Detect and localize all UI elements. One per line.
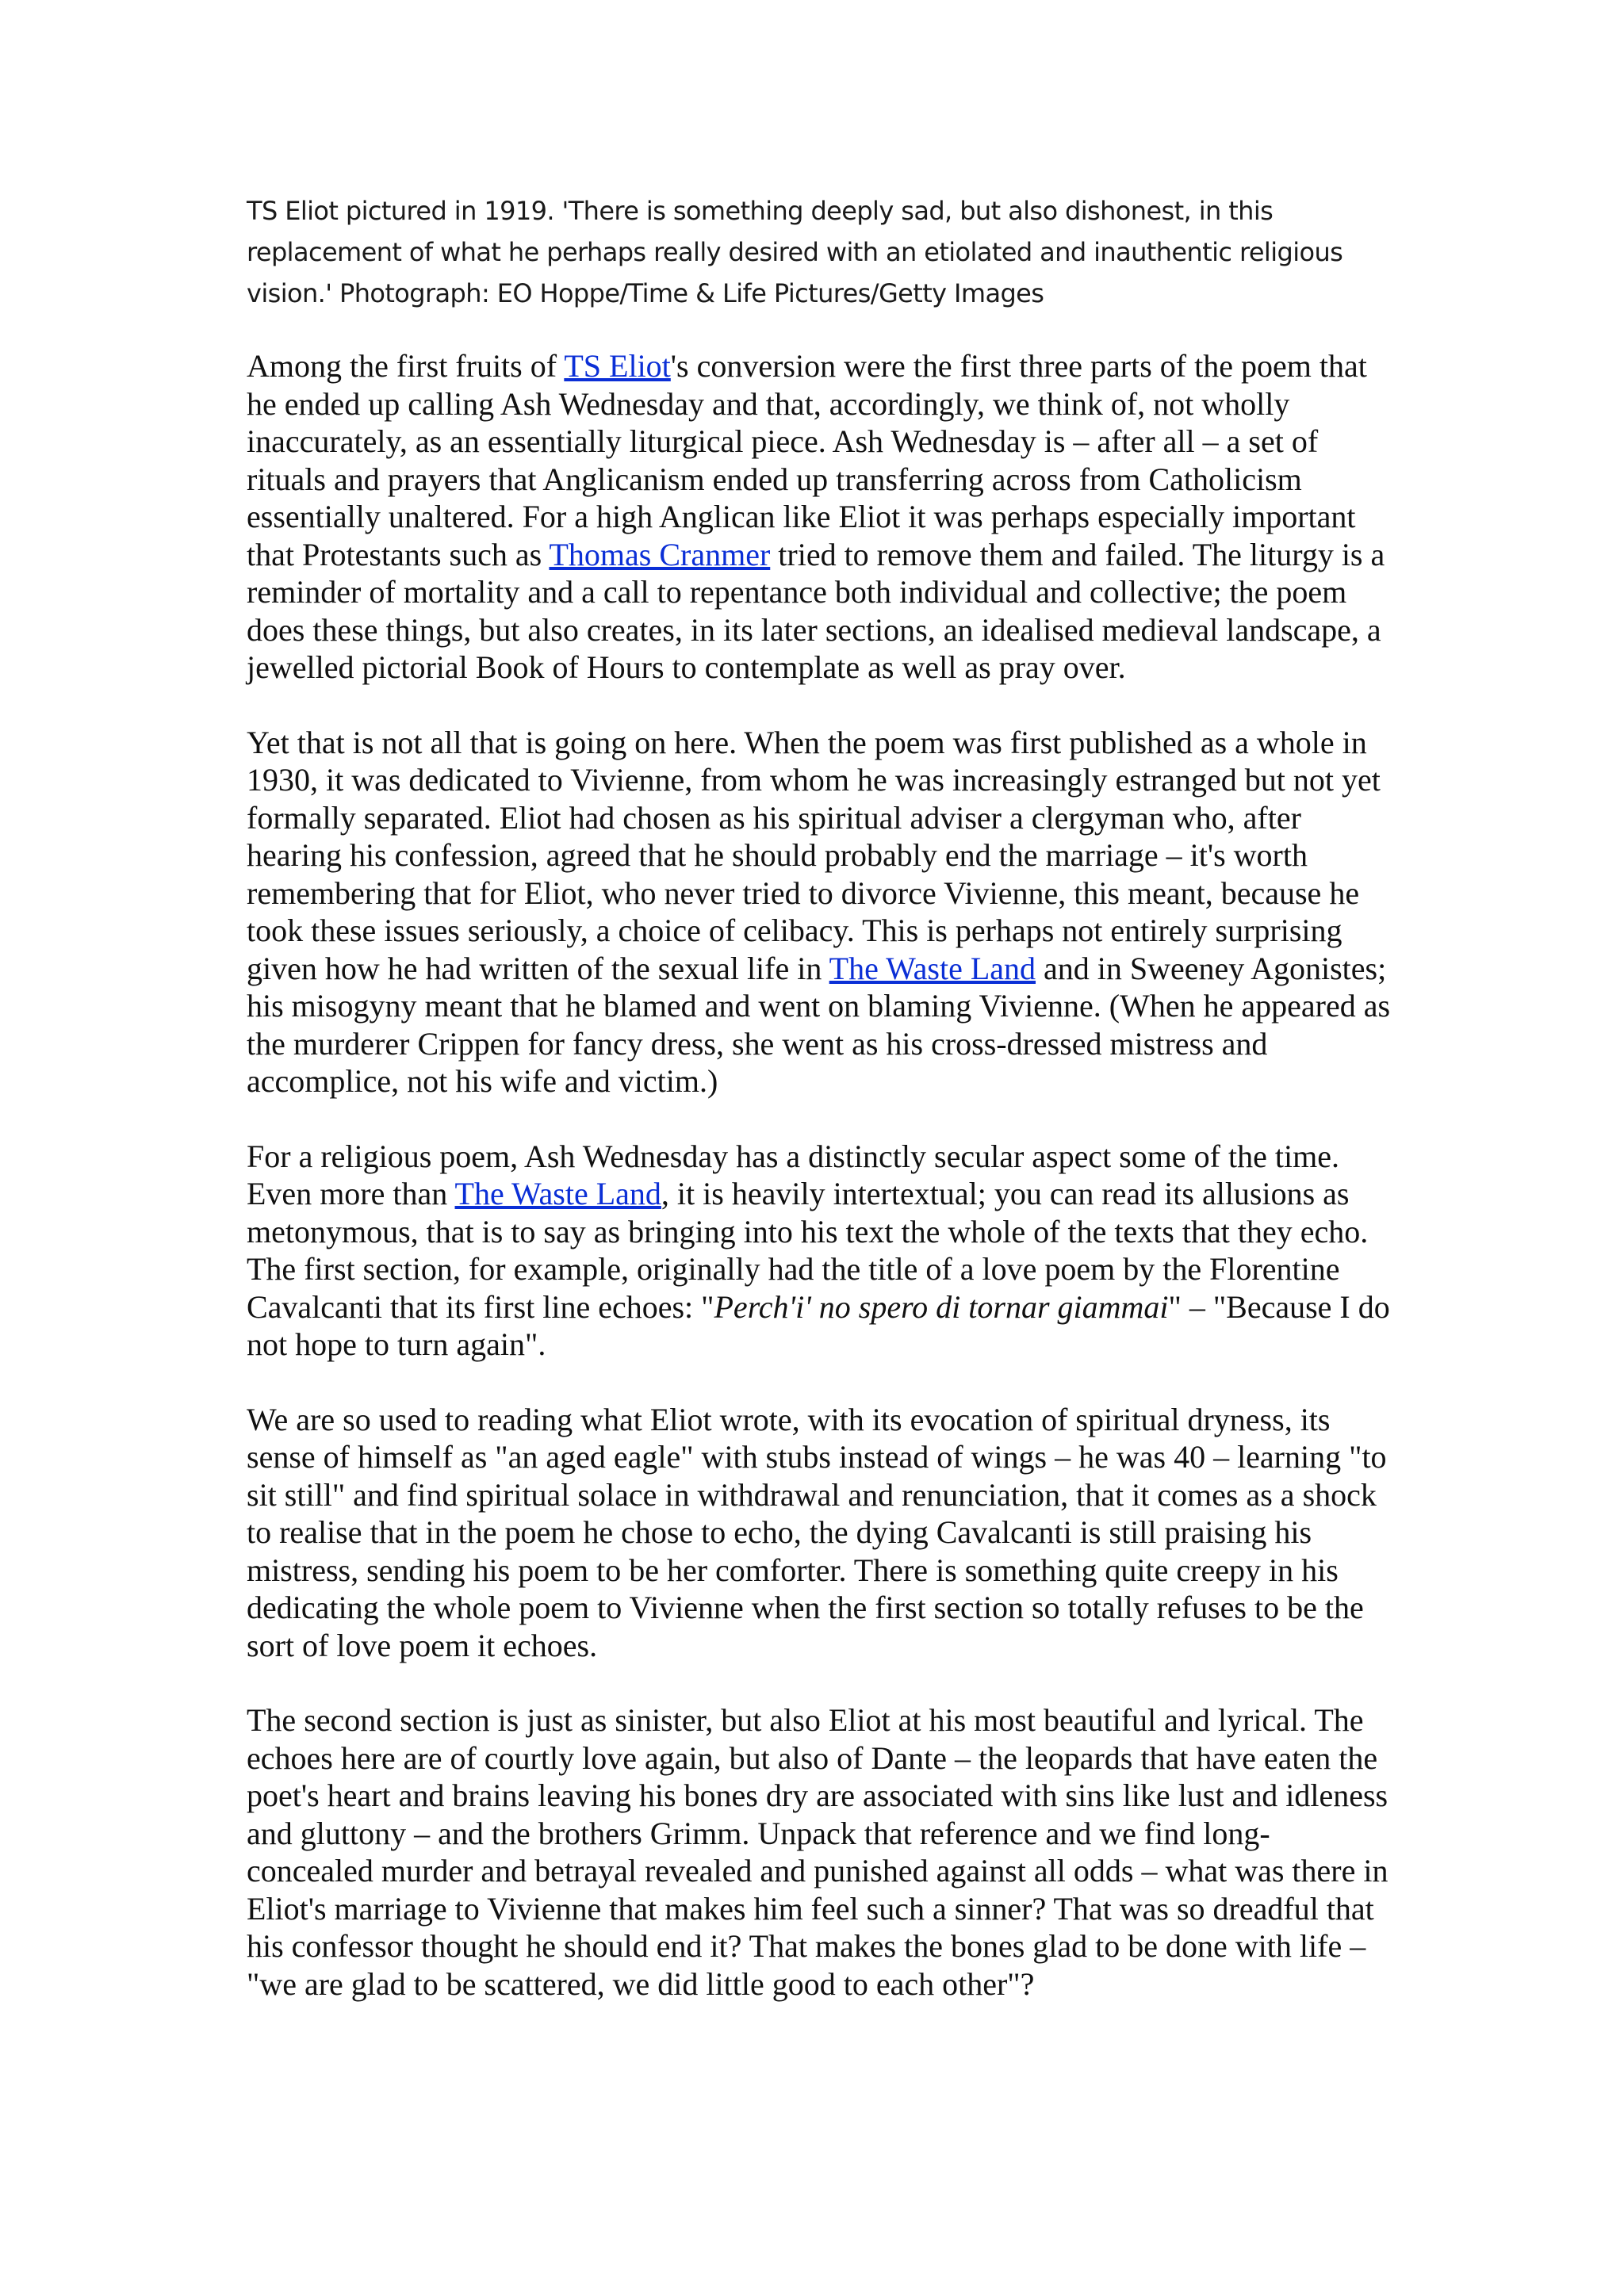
paragraph-2-text-a: Yet that is not all that is going on here. When the poem was first published as a whole in 1930, it was dedicated to Vivienne, from whom he was increasingly estranged but not yet formally separated. Eliot had chosen as his spiritual adviser a clergyman who, after hearing his confession, agreed that he should probably end the marriage – it's worth remembering that for Eliot, who never tried to divorce Vivienne, this meant, because he took these issues seriously, a choice of celibacy. This is perhaps not entirely surprising given how he had written of the sexual life in: [247, 724, 1381, 986]
paragraph-4: We are so used to reading what Eliot wrote, with its evocation of spiritual dryness, its sense of himself as "an aged eagle" with stubs instead of wings – he was 40 – learning "to sit still" and find spiritual solace in withdrawal and renunciation, that it comes as a shock to realise that in the poem he chose to echo, the dying Cavalcanti is still praising his mistress, sending his poem to be her comforter. There is something quite creepy in his dedicating the whole poem to Vivienne when the first section so totally refuses to be the sort of love poem it echoes.: [247, 1401, 1387, 1663]
paragraph-5: The second section is just as sinister, but also Eliot at his most beautiful and lyrical. The echoes here are of courtly love again, but also of Dante – the leopards that have eaten the poet's heart and brains leaving his bones dry are associated with sins like lust and idleness and gluttony – and the brothers Grimm. Unpack that reference and we find long-concealed murder and betrayal revealed and punished against all odds – what was there in Eliot's marriage to Vivienne that makes him feel such a sinner? That was so dreadful that his confessor thought he should end it? That makes the bones glad to be done with life – "we are glad to be scattered, we did little good to each other"?: [247, 1702, 1388, 2002]
paragraph-2-text-b: and in Sweeney Agonistes; his misogyny meant that he blamed and went on blaming Vivienne. (When he appeared as the murderer Crippen for fancy dress, she went as his cross-dressed mistress and accomplice, not his wife and victim.): [247, 950, 1391, 1099]
paragraph-3-text-b: , it is heavily intertextual; you can read its allusions as metonymous, that is to say as bringing into his text the whole of the texts that they echo. The first section, for example, originally had the title of a love poem by the Florentine Cavalcanti that its first line echoes: ": [247, 1176, 1369, 1325]
link-the-waste-land-2[interactable]: The Waste Land: [454, 1176, 661, 1211]
paragraph-3: [247, 1138, 1396, 1364]
paragraph-2: [247, 724, 1396, 1100]
paragraph-1-text-b: 's conversion were the first three parts of the poem that he ended up calling Ash Wednesday and that, accordingly, we think of, not wholly inaccurately, as an essentially liturgical piece. Ash Wednesday is – after all – a set of rituals and prayers that Anglicanism ended up transferring across from Catholicism essentially unaltered. For a high Anglican like Eliot it was perhaps especially important that Protestants such as: [247, 348, 1367, 572]
paragraph-3-text-c: " – "Because I do not hope to turn again".: [247, 1288, 1390, 1362]
paragraph-1-text-c: tried to remove them and failed. The liturgy is a reminder of mortality and a call to repentance both individual and collective; the poem does these things, but also creates, in its later sections, an idealised medieval landscape, a jewelled pictorial Book of Hours to contemplate as well as pray over.: [247, 536, 1385, 685]
paragraph-3-text-a: For a religious poem, Ash Wednesday has a distinctly secular aspect some of the time. Even more than: [247, 1138, 1339, 1211]
paragraph-1: [247, 347, 1396, 687]
document-page: [247, 190, 1396, 2040]
link-the-waste-land[interactable]: The Waste Land: [829, 950, 1036, 986]
italian-quote: Perch'i' no spero di tornar giammai: [714, 1288, 1169, 1325]
link-ts-eliot[interactable]: TS Eliot: [564, 348, 671, 384]
paragraph-1-text-a: Among the first fruits of: [247, 348, 565, 384]
photo-caption: TS Eliot pictured in 1919. 'There is something deeply sad, but also dishonest, in this replacement of what he perhaps really desired with an etiolated and inauthentic religious vision.' Photograph: EO Hoppe/Time & Life Pictures/Getty Images: [247, 196, 1343, 308]
link-thomas-cranmer[interactable]: Thomas Cranmer: [549, 536, 771, 572]
